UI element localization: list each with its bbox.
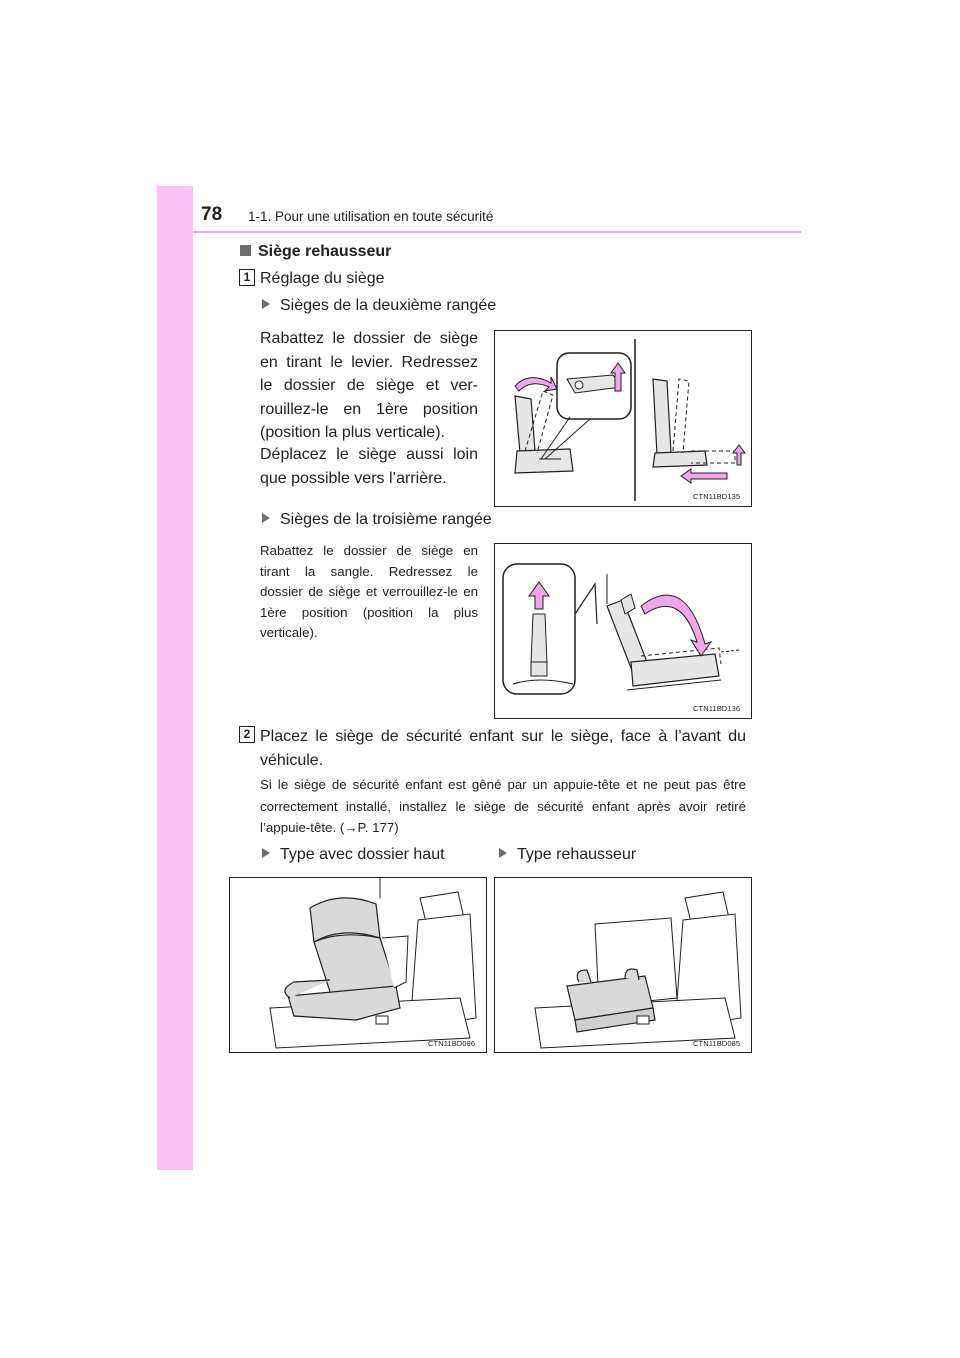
triangle-bullet-icon xyxy=(499,848,507,858)
figure-code: CTN11BD135 xyxy=(693,492,741,501)
triangle-bullet-icon xyxy=(262,299,270,309)
figure-booster-cushion xyxy=(494,877,752,1053)
bullet-third-row: Sièges de la troisième rangée xyxy=(262,511,492,529)
step-2-text: Placez le siège de sécurité enfant sur le siège, face à l’avant du véhicule. xyxy=(260,728,746,769)
figure-code: CTN11BD136 xyxy=(693,704,741,713)
step-number-2: 2 xyxy=(239,726,255,743)
chapter-sidebar-tab xyxy=(157,186,193,1170)
figure-code: CTN11BD085 xyxy=(693,1039,741,1048)
figure-third-row-seat xyxy=(494,543,752,719)
figure-code: CTN11BD086 xyxy=(428,1039,476,1048)
page-number: 78 xyxy=(201,204,223,225)
square-bullet-icon xyxy=(240,245,251,256)
third-row-instruction: Rabattez le dossier de siège en tirant la sangle. Redressez le dossier de siège et verrouillez-le en 1ère position (position la plus verticale). xyxy=(260,543,478,640)
second-row-instruction-2: Déplacez le siège aussi loin que possible vers l’arrière. xyxy=(260,446,478,487)
triangle-bullet-icon xyxy=(262,513,270,523)
step-number-1: 1 xyxy=(239,269,255,286)
triangle-bullet-icon xyxy=(262,848,270,858)
bullet-booster-type: Type rehausseur xyxy=(499,846,636,864)
figure-high-back-booster xyxy=(229,877,487,1053)
bullet-second-row: Sièges de la deuxième rangée xyxy=(262,297,496,315)
running-header-title: 1-1. Pour une utilisation en toute sécurité xyxy=(248,209,494,224)
header-rule xyxy=(193,231,801,233)
bullet-high-back-type: Type avec dossier haut xyxy=(262,846,445,864)
step-1-label: Réglage du siège xyxy=(260,270,385,287)
figure-second-row-seat xyxy=(494,330,752,507)
second-row-instruction: Rabattez le dossier de siège en tirant le levier. Redressez le dossier de siège et ver-rouillez-le en 1ère position (position la plus verticale). xyxy=(260,330,478,442)
step-2-note: Si le siège de sécurité enfant est gêné par un appuie-tête et ne peut pas être correctement installé, installez le siège de sécurité enfant après avoir retiré l’appuie-tête. (→P. 177) xyxy=(260,777,746,835)
section-heading: Siège rehausseur xyxy=(240,243,391,261)
